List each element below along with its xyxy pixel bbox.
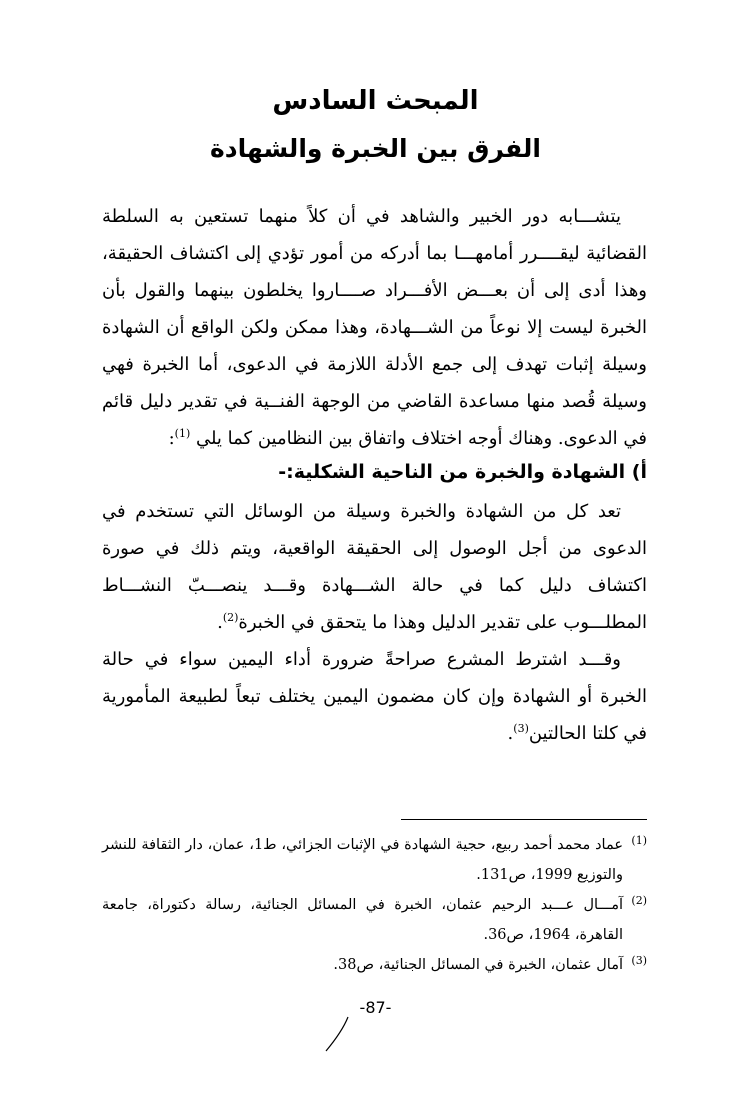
section-title: الفرق بين الخبرة والشهادة xyxy=(210,134,541,163)
footnote-1 xyxy=(102,830,647,890)
footnote-2-mark: (2) xyxy=(631,894,647,907)
paragraph-3-end: . xyxy=(507,723,514,744)
paragraph-1-text: يتشـــابه دور الخبير والشاهد في أن كلاً منهما تستعين به السلطة القضائية ليقــــرر أمامهـــا بما أدركه من أمور تؤدي إلى اكتشاف الحقيقة، وهذا أدى إلى أن بعـــض الأفـــراد صــــاروا يخلطون بينهما والقول بأن الخبرة ليست إلا نوعاً من الشـــهادة، وهذا ممكن ولكن الواقع أن الشهادة وسيلة إثبات تهدف إلى جمع الأدلة اللازمة في الدعوى، أما الخبرة فهي وسيلة قُصد منها مساعدة القاضي من الوجهة الفنــية في تقدير دليل قائم في الدعوى. وهناك أوجه اختلاف واتفاق بين النظامين كما يلي xyxy=(102,206,647,449)
footnote-ref-3: (3) xyxy=(513,722,529,735)
paragraph-1 xyxy=(102,198,647,457)
footnote-2 xyxy=(102,890,647,950)
footnote-3-mark: (3) xyxy=(631,954,647,967)
page-number: -87- xyxy=(359,998,392,1017)
paragraph-2-text: تعد كل من الشهادة والخبرة وسيلة من الوسائل التي تستخدم في الدعوى من أجل الوصول إلى الحقيقة الواقعية، ويتم ذلك في صورة اكتشاف دليل كما في حالة الشـــهادة وقـــد ينصـــبّ النشـــاط المطلـــوب على تقدير الدليل وهذا ما يتحقق في الخبرة xyxy=(102,501,647,633)
footnote-ref-1: (1) xyxy=(174,427,191,440)
paragraph-3-text: وقـــد اشترط المشرع صراحةً ضرورة أداء اليمين سواء في حالة الخبرة أو الشهادة وإن كان مضمون اليمين يختلف تبعاً لطبيعة المأمورية في كلتا الحالتين xyxy=(102,649,647,744)
paragraph-1-end: : xyxy=(168,428,175,449)
subheading: أ) الشهادة والخبرة من الناحية الشكلية:- xyxy=(278,461,647,483)
footnote-3 xyxy=(102,950,647,980)
paragraph-2 xyxy=(102,493,647,641)
section-heading: المبحث السادس xyxy=(272,86,479,116)
footnotes xyxy=(102,830,647,980)
footnote-3-text: آمال عثمان، الخبرة في المسائل الجنائية، ص38. xyxy=(333,957,623,973)
footnote-divider xyxy=(401,819,647,820)
footnote-1-text: عماد محمد أحمد ربيع، حجية الشهادة في الإثبات الجزائي، ط1، عمان، دار الثقافة للنشر والتوزيع 1999، ص131. xyxy=(102,837,623,883)
footnote-1-mark: (1) xyxy=(631,834,647,847)
paragraph-2-end: . xyxy=(217,612,223,633)
paragraph-3 xyxy=(102,641,647,752)
footnote-ref-2: (2) xyxy=(222,611,239,624)
footnote-2-text: آمـــال عـــبد الرحيم عثمان، الخبرة في المسائل الجنائية، رسالة دكتوراة، جامعة القاهرة، 1964، ص36. xyxy=(102,897,623,943)
pen-stroke-mark xyxy=(318,1015,358,1055)
